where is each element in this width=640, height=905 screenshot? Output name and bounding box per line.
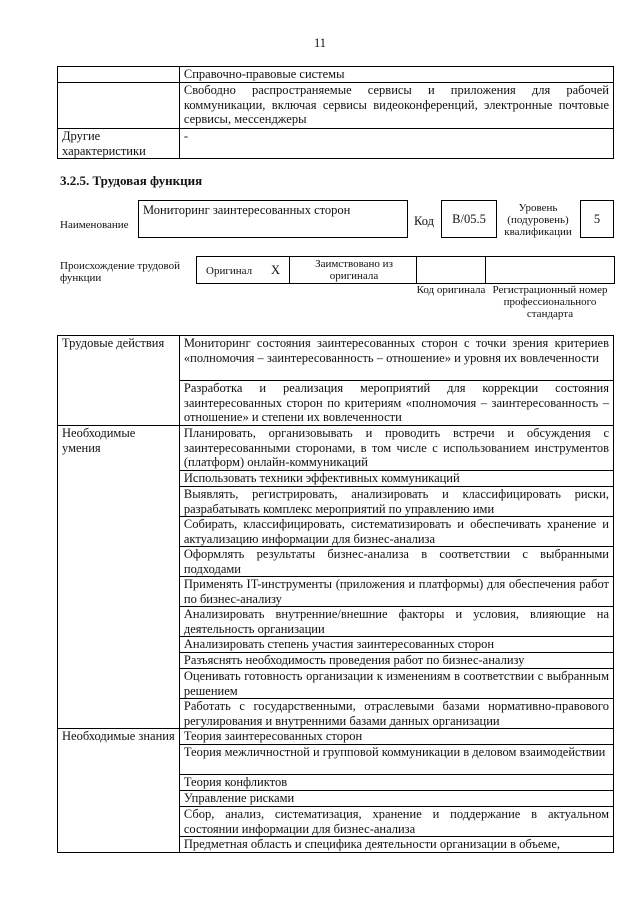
table-row: [58, 83, 614, 129]
section-label-actions: Трудовые действия: [58, 336, 180, 426]
table-row: [58, 336, 614, 381]
function-name-box: [138, 200, 408, 238]
level-value: 5: [593, 211, 601, 226]
origin-label: Происхождение трудовой функции: [60, 260, 181, 284]
list-item: Оценивать готовность организации к изменениям в соответствии с выбранным решением: [179, 669, 613, 699]
name-label: Наименование: [60, 219, 129, 231]
level-label: Уровень (подуровень) квалификации: [504, 202, 572, 238]
list-item: Оформлять результаты бизнес-анализа в соответствии с выбранными подходами: [179, 547, 613, 577]
list-item: Анализировать внутренние/внешние факторы и условия, влияющие на деятельность организации: [179, 607, 613, 637]
row-label: [58, 83, 180, 129]
section-label-knowledge: Необходимые знания: [58, 729, 180, 853]
row-label: Другие характеристики: [58, 129, 180, 159]
list-item: Планировать, организовывать и проводить встречи и обсуждения с заинтересованными сторонами, в том числе с использованием инструментов (платформ) онлайн-коммуникаций: [179, 426, 613, 471]
list-item: Мониторинг состояния заинтересованных сторон с точки зрения критериев «полномочия – заинтересованность – отношение» и уровня их вовлеченности: [179, 336, 613, 381]
table-row: [58, 426, 614, 471]
list-item: Собирать, классифицировать, систематизировать и обеспечивать хранение и актуализацию информации для бизнес-анализа: [179, 517, 613, 547]
list-item: Анализировать степень участия заинтересованных сторон: [179, 637, 613, 653]
list-item: Сбор, анализ, систематизация, хранение и поддержание в актуальном состоянии информации для бизнес-анализа: [179, 807, 613, 837]
list-item: Работать с государственными, отраслевыми базами нормативно-правового регулирования и внутренними базами данных организации: [179, 699, 613, 729]
code-box: [441, 200, 497, 238]
row-text: Свободно распространяемые сервисы и приложения для рабочей коммуникации, включая сервисы видеоконференций, электронные почтовые сервисы, мессенджеры: [179, 83, 613, 129]
function-name: Мониторинг заинтересованных сторон: [143, 203, 351, 217]
reg-caption: Регистрационный номер профессионального стандарта: [492, 284, 608, 320]
table-row: [58, 729, 614, 745]
list-item: Предметная область и специфика деятельности организации в объеме,: [179, 837, 613, 853]
reg-number-cell: [485, 256, 615, 284]
table-row: [58, 67, 614, 83]
row-text: Справочно-правовые системы: [179, 67, 613, 83]
code-caption: Код оригинала: [416, 284, 486, 296]
borrowed-label: Заимствовано из оригинала: [315, 258, 393, 282]
list-item: Выявлять, регистрировать, анализировать и классифицировать риски, разрабатывать комплекс мероприятий по управлению ими: [179, 487, 613, 517]
original-label: Оригинал: [206, 265, 253, 277]
list-item: Теория межличностной и групповой коммуникации в деловом взаимодействии: [179, 745, 613, 775]
page-number: 11: [313, 36, 327, 50]
original-cell: [196, 256, 290, 284]
list-item: Использовать техники эффективных коммуникаций: [179, 471, 613, 487]
list-item: Управление рисками: [179, 791, 613, 807]
code-label: Код: [414, 214, 434, 228]
list-item: Применять IT-инструменты (приложения и платформы) для обеспечения работ по бизнес-анализу: [179, 577, 613, 607]
borrowed-cell: [289, 256, 417, 284]
row-text: -: [179, 129, 613, 159]
row-label: [58, 67, 180, 83]
section-heading: 3.2.5. Трудовая функция: [60, 173, 203, 188]
list-item: Разработка и реализация мероприятий для коррекции состояния заинтересованных сторон по критериям «полномочия – заинтересованность – отношение» и степени их вовлеченности: [179, 381, 613, 426]
original-code-cell: [416, 256, 486, 284]
section-label-skills: Необходимые умения: [58, 426, 180, 729]
original-mark: X: [271, 263, 281, 277]
level-box: [580, 200, 614, 238]
table-row: [58, 129, 614, 159]
list-item: Разъяснять необходимость проведения работ по бизнес-анализу: [179, 653, 613, 669]
code-value: B/05.5: [452, 211, 486, 226]
continued-table: [57, 66, 614, 159]
main-table: [57, 335, 614, 853]
list-item: Теория конфликтов: [179, 775, 613, 791]
list-item: Теория заинтересованных сторон: [179, 729, 613, 745]
